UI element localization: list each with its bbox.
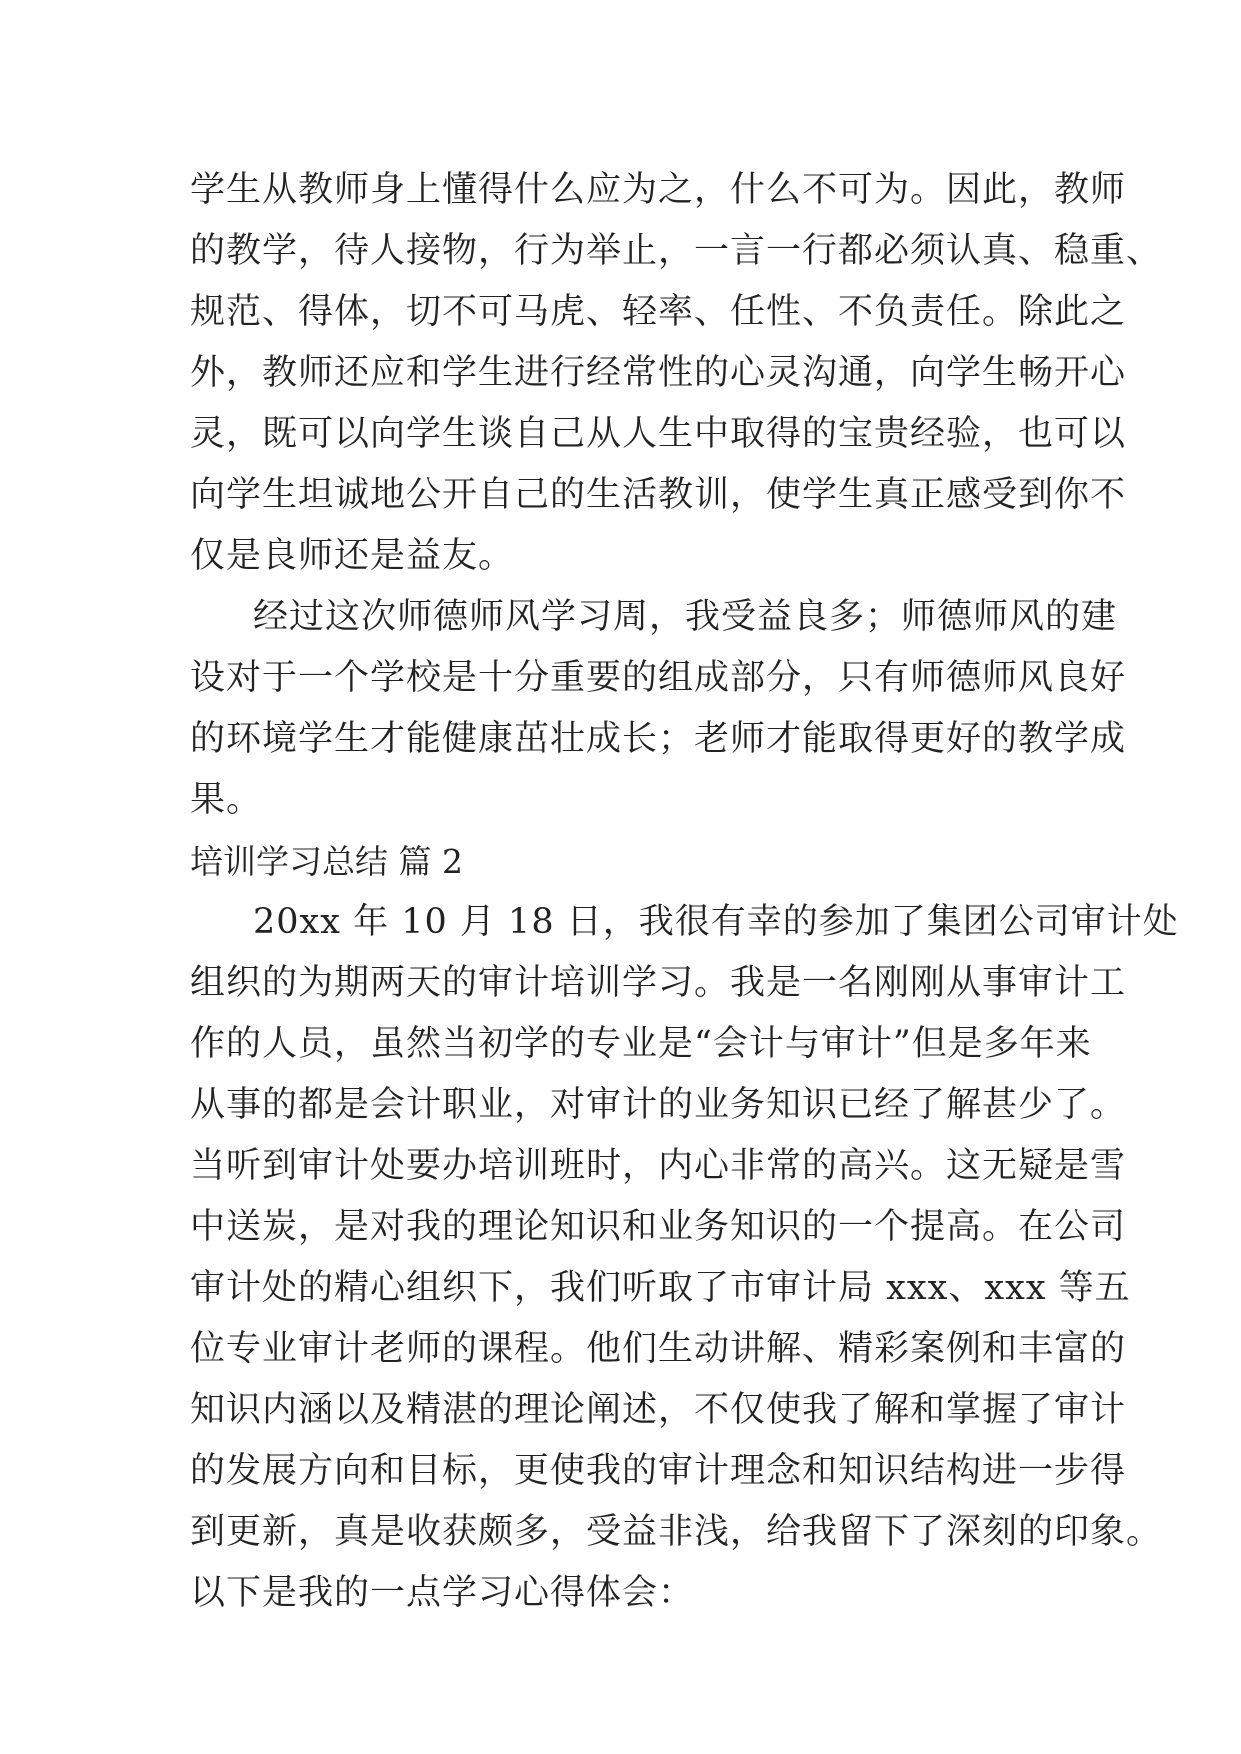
text-line: 作的人员，虽然当初学的专业是“会计与审计”但是多年来 <box>190 1024 1092 1064</box>
text-line: 规范、得体，切不可马虎、轻率、任性、不负责任。除此之 <box>190 292 1127 332</box>
text-line: 经过这次师德师风学习周，我受益良多；师德师风的建 <box>253 597 1118 637</box>
text-line: 到更新，真是收获颇多，受益非浅，给我留下了深刻的印象。 <box>190 1512 1163 1552</box>
text-line: 的环境学生才能健康茁壮成长；老师才能取得更好的教学成 <box>190 719 1127 759</box>
text-line: 学生从教师身上懂得什么应为之，什么不可为。因此，教师 <box>190 170 1127 210</box>
paragraph-2 <box>190 587 1127 831</box>
text-line: 审计处的精心组织下，我们听取了市审计局 xxx、xxx 等五 <box>190 1268 1131 1308</box>
text-line: 果。 <box>190 780 263 820</box>
text-line: 当听到审计处要办培训班时，内心非常的高兴。这无疑是雪 <box>190 1146 1127 1186</box>
text-line: 外，教师还应和学生进行经常性的心灵沟通，向学生畅开心 <box>190 353 1127 393</box>
paragraph-3 <box>190 892 1179 1624</box>
paragraph-1 <box>190 160 1163 587</box>
text-line: 以下是我的一点学习心得体会： <box>190 1573 695 1613</box>
text-line: 知识内涵以及精湛的理论阐述，不仅使我了解和掌握了审计 <box>190 1390 1127 1430</box>
document-body <box>190 160 1179 1624</box>
text-line: 的发展方向和目标，更使我的审计理念和知识结构进一步得 <box>190 1451 1127 1491</box>
text-line: 设对于一个学校是十分重要的组成部分，只有师德师风良好 <box>190 658 1127 698</box>
section-heading: 培训学习总结 篇 2 <box>190 842 463 881</box>
text-line: 仅是良师还是益友。 <box>190 536 515 576</box>
text-line: 中送炭，是对我的理论知识和业务知识的一个提高。在公司 <box>190 1207 1127 1247</box>
text-line: 的教学，待人接物，行为举止，一言一行都必须认真、稳重、 <box>190 231 1163 271</box>
text-line: 从事的都是会计职业，对审计的业务知识已经了解甚少了。 <box>190 1085 1127 1125</box>
text-line: 20xx 年 10 月 18 日，我很有幸的参加了集团公司审计处 <box>253 902 1179 942</box>
text-line: 灵，既可以向学生谈自己从人生中取得的宝贵经验，也可以 <box>190 414 1127 454</box>
text-line: 向学生坦诚地公开自己的生活教训，使学生真正感受到你不 <box>190 475 1127 515</box>
text-line: 位专业审计老师的课程。他们生动讲解、精彩案例和丰富的 <box>190 1329 1127 1369</box>
text-line: 组织的为期两天的审计培训学习。我是一名刚刚从事审计工 <box>190 963 1127 1003</box>
